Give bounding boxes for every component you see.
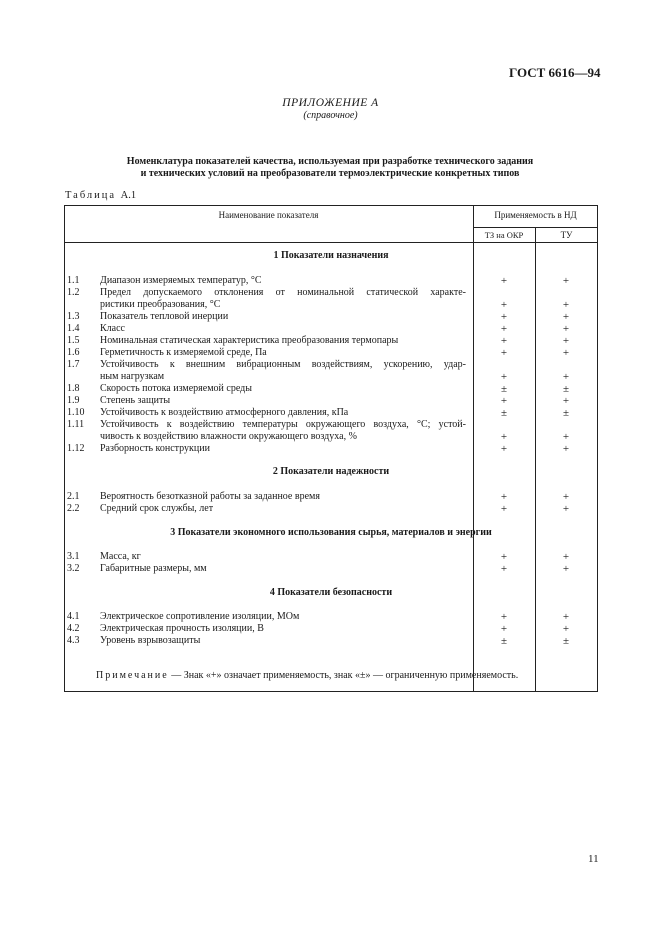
row-name <box>100 287 466 311</box>
document-title-line: и технических условий на преобразователи термоэлектрические конкретных типов <box>140 168 520 179</box>
mark-tu: + <box>562 551 570 563</box>
row-number: 1.4 <box>67 323 80 334</box>
row-number: 4.1 <box>67 611 80 622</box>
table-label-number: А.1 <box>120 190 137 201</box>
mark-tz: ± <box>500 635 508 647</box>
mark-tu: + <box>562 323 570 335</box>
row-number: 3.1 <box>67 551 80 562</box>
row-number: 1.6 <box>67 347 80 358</box>
row-number: 4.2 <box>67 623 80 634</box>
row-name-line: ристики преобразования, °С <box>100 299 221 310</box>
appendix-subtitle: (справочное) <box>303 110 358 121</box>
row-name: Вероятность безотказной работы за заданное время <box>100 491 320 502</box>
mark-tu: + <box>562 299 570 311</box>
row-name: Класс <box>100 323 125 334</box>
row-name-line: Устойчивость к внешним вибрационным воздействиям, ускорению, удар- <box>100 359 466 370</box>
row-number: 2.1 <box>67 491 80 502</box>
mark-tz: + <box>500 335 508 347</box>
mark-tz: + <box>500 431 508 443</box>
row-name: Герметичность к измеряемой среде, Па <box>100 347 267 358</box>
row-name: Номинальная статическая характеристика преобразования термопары <box>100 335 399 346</box>
row-number: 1.7 <box>67 359 80 370</box>
page-number: 11 <box>588 853 599 865</box>
mark-tz: + <box>500 551 508 563</box>
mark-tu: + <box>562 563 570 575</box>
mark-tu: + <box>562 443 570 455</box>
section-heading: 2 Показатели надежности <box>272 466 390 477</box>
mark-tu: ± <box>562 635 570 647</box>
row-number: 1.12 <box>67 443 85 454</box>
note-label: Примечание <box>96 670 169 681</box>
document-title-line: Номенклатура показателей качества, используемая при разработке технического задания <box>126 156 534 167</box>
row-name: Степень защиты <box>100 395 171 406</box>
column-divider <box>535 227 536 692</box>
column-divider <box>473 205 474 692</box>
row-number: 1.11 <box>67 419 85 430</box>
row-name: Средний срок службы, лет <box>100 503 214 514</box>
mark-tu: + <box>562 395 570 407</box>
mark-tz: + <box>500 623 508 635</box>
row-number: 1.10 <box>67 407 85 418</box>
row-name <box>100 419 466 443</box>
col-header-name: Наименование показателя <box>218 210 319 220</box>
mark-tz: + <box>500 347 508 359</box>
appendix-title: ПРИЛОЖЕНИЕ А <box>282 97 379 109</box>
mark-tz: + <box>500 611 508 623</box>
note-text: — Знак «+» означает применяемость, знак «±» — ограниченную применяемость. <box>168 670 519 681</box>
row-name <box>100 359 466 383</box>
row-number: 1.3 <box>67 311 80 322</box>
mark-tu: + <box>562 623 570 635</box>
row-name: Устойчивость к воздействию атмосферного давления, кПа <box>100 407 349 418</box>
document-title <box>80 156 580 180</box>
standard-code: ГОСТ 6616—94 <box>509 65 601 80</box>
row-number: 1.2 <box>67 287 80 298</box>
mark-tz: + <box>500 299 508 311</box>
mark-tz: + <box>500 371 508 383</box>
mark-tz: + <box>500 491 508 503</box>
mark-tu: + <box>562 275 570 287</box>
row-name: Показатель тепловой инерции <box>100 311 229 322</box>
row-name: Диапазон измеряемых температур, °С <box>100 275 262 286</box>
table-note <box>96 670 596 681</box>
row-name-line: ным нагрузкам <box>100 371 165 382</box>
row-name-line: Устойчивость к воздействию температуры окружающего воздуха, °С; устой- <box>100 419 466 430</box>
header-bottom-rule <box>64 242 598 243</box>
row-number: 2.2 <box>67 503 80 514</box>
row-name: Электрическое сопротивление изоляции, МОм <box>100 611 300 622</box>
mark-tu: + <box>562 311 570 323</box>
row-name-line: Предел допускаемого отклонения от номинальной статической характе- <box>100 287 466 298</box>
row-number: 1.1 <box>67 275 80 286</box>
col-header-tz: ТЗ на ОКР <box>484 230 524 240</box>
row-number: 1.9 <box>67 395 80 406</box>
row-name-line: чивость к воздействию влажности окружающего воздуха, % <box>100 431 357 442</box>
mark-tz: ± <box>500 407 508 419</box>
mark-tz: + <box>500 503 508 515</box>
mark-tu: + <box>562 611 570 623</box>
row-name: Скорость потока измеряемой среды <box>100 383 252 394</box>
section-heading: 1 Показатели назначения <box>273 250 389 261</box>
row-name: Электрическая прочность изоляции, В <box>100 623 264 634</box>
mark-tu: + <box>562 347 570 359</box>
col-header-tu: ТУ <box>560 230 573 240</box>
row-name: Разборность конструкции <box>100 443 210 454</box>
row-number: 1.8 <box>67 383 80 394</box>
mark-tz: + <box>500 443 508 455</box>
row-name: Габаритные размеры, мм <box>100 563 207 574</box>
mark-tu: + <box>562 503 570 515</box>
mark-tz: + <box>500 275 508 287</box>
row-name: Масса, кг <box>100 551 141 562</box>
row-name: Уровень взрывозащиты <box>100 635 201 646</box>
mark-tu: + <box>562 431 570 443</box>
mark-tu: + <box>562 371 570 383</box>
row-number: 4.3 <box>67 635 80 646</box>
mark-tz: + <box>500 563 508 575</box>
mark-tz: + <box>500 311 508 323</box>
mark-tu: + <box>562 335 570 347</box>
row-number: 1.5 <box>67 335 80 346</box>
table-label-word: Таблица <box>65 190 117 201</box>
section-heading: 4 Показатели безопасности <box>269 587 393 598</box>
mark-tu: ± <box>562 383 570 395</box>
row-number: 3.2 <box>67 563 80 574</box>
mark-tu: ± <box>562 407 570 419</box>
mark-tz: + <box>500 395 508 407</box>
table-label <box>65 190 136 201</box>
section-heading: 3 Показатели экономного использования сырья, материалов и энергии <box>170 527 492 538</box>
mark-tz: ± <box>500 383 508 395</box>
mark-tu: + <box>562 491 570 503</box>
mark-tz: + <box>500 323 508 335</box>
col-header-group: Применяемость в НД <box>494 210 577 220</box>
